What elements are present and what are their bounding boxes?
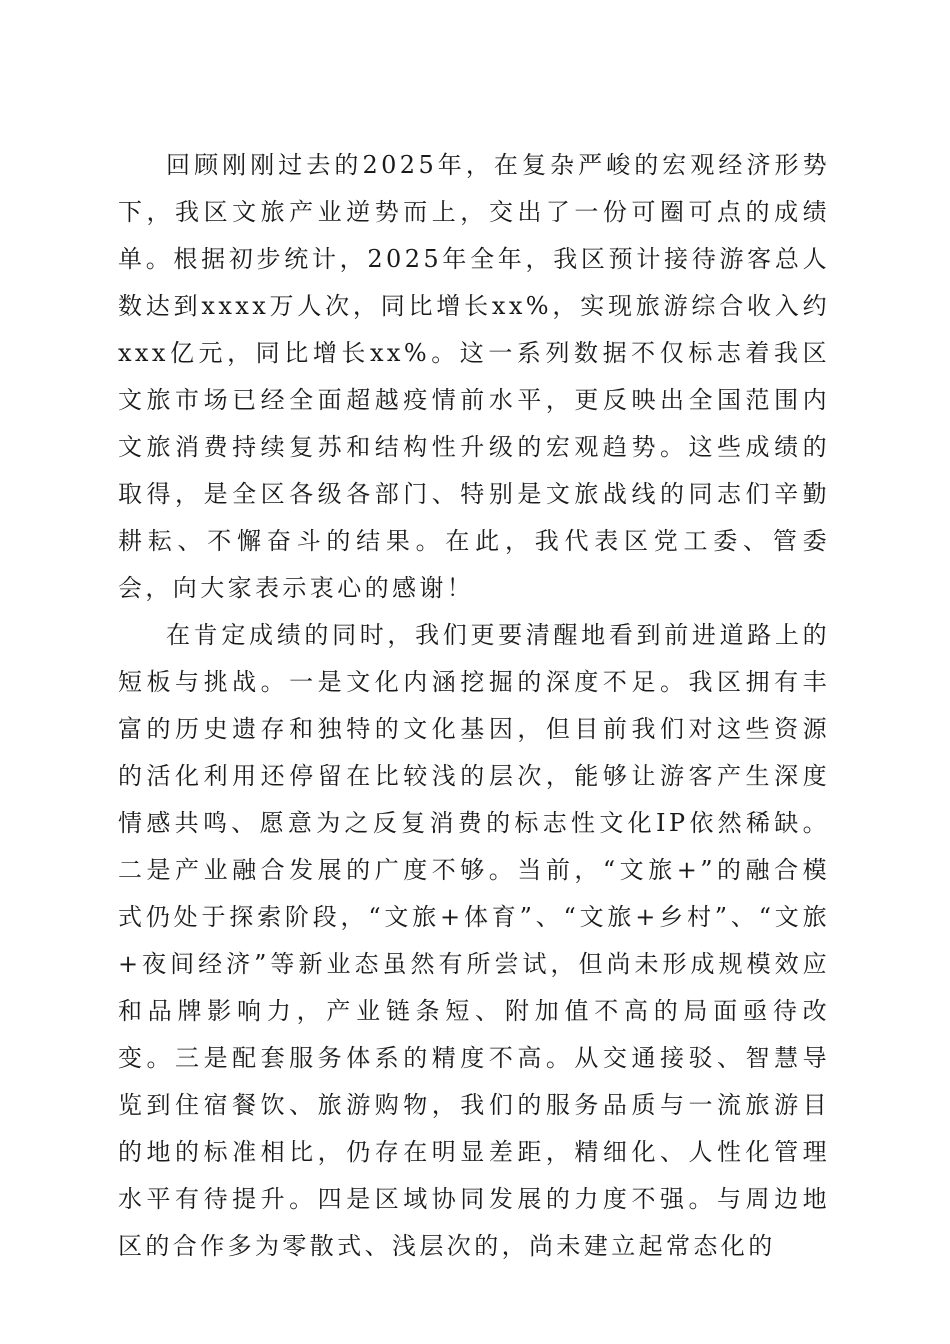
- paragraph-achievements: 回顾刚刚过去的2025年，在复杂严峻的宏观经济形势下，我区文旅产业逆势而上，交出了一份可圈可点的成绩单。根据初步统计，2025年全年，我区预计接待游客总人数达到xxxx万人次，同比增长xx%，实现旅游综合收入约xxx亿元，同比增长xx%。这一系列数据不仅标志着我区文旅市场已经全面超越疫情前水平，更反映出全国范围内文旅消费持续复苏和结构性升级的宏观趋势。这些成绩的取得，是全区各级各部门、特别是文旅战线的同志们辛勤耕耘、不懈奋斗的结果。在此，我代表区党工委、管委会，向大家表示衷心的感谢！: [118, 151, 830, 602]
- paragraph-challenges: 在肯定成绩的同时，我们更要清醒地看到前进道路上的短板与挑战。一是文化内涵挖掘的深度不足。我区拥有丰富的历史遗存和独特的文化基因，但目前我们对这些资源的活化利用还停留在比较浅的层次，能够让游客产生深度情感共鸣、愿意为之反复消费的标志性文化IP依然稀缺。二是产业融合发展的广度不够。当前，“文旅+”的融合模式仍处于探索阶段，“文旅+体育”、“文旅+乡村”、“文旅+夜间经济”等新业态虽然有所尝试，但尚未形成规模效应和品牌影响力，产业链条短、附加值不高的局面亟待改变。三是配套服务体系的精度不高。从交通接驳、智慧导览到住宿餐饮、旅游购物，我们的服务品质与一流旅游目的地的标准相比，仍存在明显差距，精细化、人性化管理水平有待提升。四是区域协同发展的力度不强。与周边地区的合作多为零散式、浅层次的，尚未建立起常态化的: [118, 621, 830, 1260]
- document-body: [118, 142, 830, 1270]
